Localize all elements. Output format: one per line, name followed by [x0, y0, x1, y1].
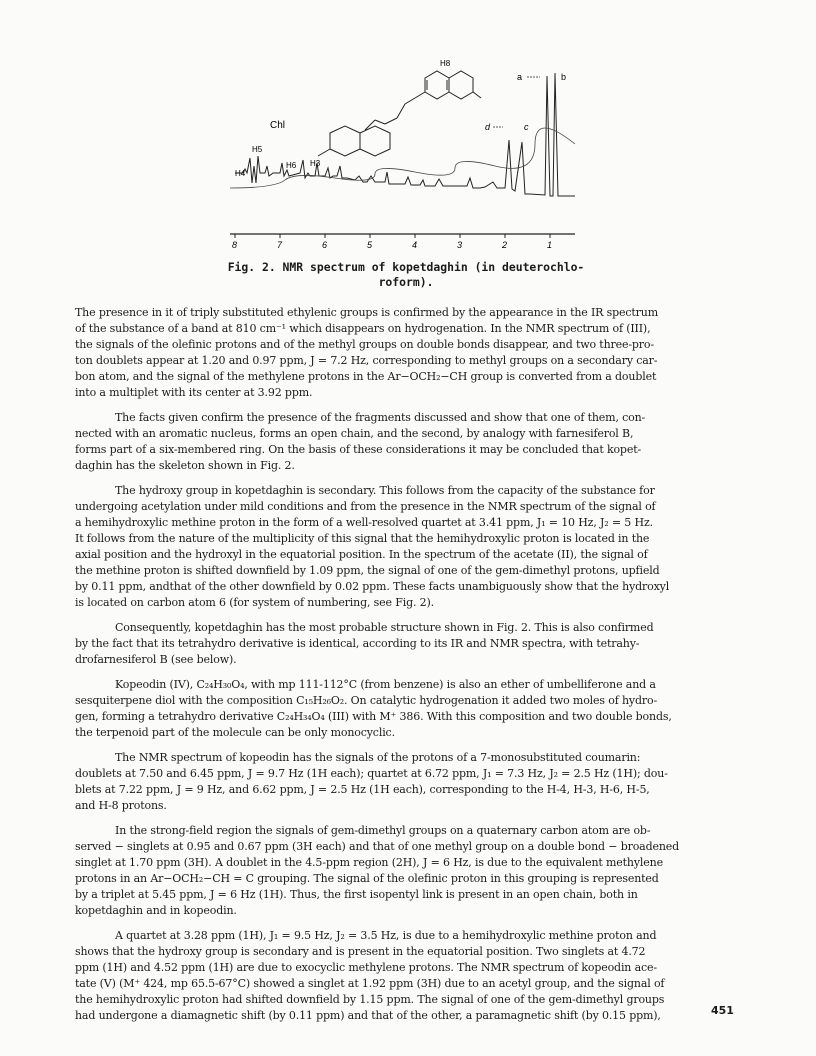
text-line: tate (V) (M⁺ 424, mp 65.5-67°C) showed a singlet at 1.92 ppm (3H) due to an acetyl group, and the signal of [75, 977, 665, 990]
paragraph [75, 410, 737, 474]
text-line: by 0.11 ppm, andthat of the other downfield by 0.02 ppm. These facts unambiguously show that the hydroxyl [75, 580, 670, 593]
label-d: d [485, 122, 491, 132]
text-line: of the substance of a band at 810 cm⁻¹ which disappears on hydrogenation. In the NMR spectrum of (III), [75, 322, 651, 335]
caption-line: roform). [378, 275, 434, 289]
text-line: The hydroxy group in kopetdaghin is secondary. This follows from the capacity of the substance for [115, 484, 655, 497]
text-line: nected with an aromatic nucleus, forms an open chain, and the second, by analogy with farnesiferol B, [75, 427, 634, 440]
text-line: the terpenoid part of the molecule can be only monocyclic. [75, 726, 395, 739]
figure-caption [75, 260, 737, 290]
paragraph [75, 677, 737, 741]
label-b: b [561, 72, 567, 82]
caption-line: Fig. 2. NMR spectrum of kopetdaghin (in deuterochlo- [227, 260, 585, 274]
text-line: The presence in it of triply substituted ethylenic groups is confirmed by the appearance in the IR spectrum [75, 306, 658, 319]
axis-tick-label: 3 [457, 240, 463, 248]
chl-label: Chl [270, 120, 286, 131]
text-line: sesquiterpene diol with the composition C₁₅H₂₆O₂. On catalytic hydrogenation it added two moles of hydro- [75, 694, 658, 707]
text-line: had undergone a diamagnetic shift (by 0.11 ppm) and that of the other, a paramagnetic shift (by 0.15 ppm), [75, 1009, 661, 1022]
text-line: bon atom, and the signal of the methylene protons in the Ar−OCH₂−CH group is converted from a doublet [75, 370, 657, 383]
text-line: forms part of a six-membered ring. On the basis of these considerations it may be concluded that kopet- [75, 443, 642, 456]
text-line: daghin has the skeleton shown in Fig. 2. [75, 459, 295, 472]
axis-tick-label: 7 [277, 240, 283, 248]
text-line: a hemihydroxylic methine proton in the form of a well-resolved quartet at 3.41 ppm, J₁ = 10 Hz, J₂ = 5 Hz. [75, 516, 653, 529]
text-line: undergoing acetylation under mild conditions and from the presence in the NMR spectrum of the signal of [75, 500, 656, 513]
text-line: the methine proton is shifted downfield by 1.09 ppm, the signal of one of the gem-dimethyl protons, upfield [75, 564, 660, 577]
text-line: and H-8 protons. [75, 799, 167, 812]
text-line: drofarnesiferol B (see below). [75, 653, 237, 666]
paragraph [75, 750, 737, 814]
axis-tick-label: 6 [322, 240, 328, 248]
text-line: shows that the hydroxy group is secondary and is present in the equatorial position. Two singlets at 4.72 [75, 945, 646, 958]
text-line: kopetdaghin and in kopeodin. [75, 904, 237, 917]
paragraph [75, 483, 737, 611]
nmr-figure [75, 48, 737, 248]
text-line: blets at 7.22 ppm, J = 9 Hz, and 6.62 ppm, J = 2.5 Hz (1H each), corresponding to the H-4, H-3, H-6, H-5, [75, 783, 650, 796]
label-c: c [524, 122, 529, 132]
structure-diagram [318, 71, 481, 156]
spectrum-trace [235, 73, 575, 196]
text-line: Kopeodin (IV), C₂₄H₃₀O₄, with mp 111-112°C (from benzene) is also an ether of umbelliferone and a [115, 678, 656, 691]
paper-page [75, 48, 737, 1033]
text-line: by the fact that its tetrahydro derivative is identical, according to its IR and NMR spectra, with tetrahy- [75, 637, 640, 650]
text-line: doublets at 7.50 and 6.45 ppm, J = 9.7 Hz (1H each); quartet at 6.72 ppm, J₁ = 7.3 Hz, J₂ = 2.5 Hz (1H); dou- [75, 767, 668, 780]
label-h3: H3 [310, 159, 321, 168]
text-line: by a triplet at 5.45 ppm, J = 6 Hz (1H). Thus, the first isopentyl link is present in an open chain, both in [75, 888, 638, 901]
label-h6: H6 [286, 161, 297, 170]
paragraph [75, 305, 737, 401]
text-line: served − singlets at 0.95 and 0.67 ppm (3H each) and that of one methyl group on a double bond − broadened [75, 840, 680, 853]
axis-tick-label: 2 [502, 240, 508, 248]
text-line: In the strong-field region the signals of gem-dimethyl groups on a quaternary carbon atom are ob- [115, 824, 651, 837]
text-line: A quartet at 3.28 ppm (1H), J₁ = 9.5 Hz, J₂ = 3.5 Hz, is due to a hemihydroxylic methine proton and [115, 929, 657, 942]
text-line: is located on carbon atom 6 (for system of numbering, see Fig. 2). [75, 596, 435, 609]
text-line: the hemihydroxylic proton had shifted downfield by 1.15 ppm. The signal of one of the gem-dimethyl groups [75, 993, 665, 1006]
text-line: It follows from the nature of the multiplicity of this signal that the hemihydroxylic proton is located in the [75, 532, 650, 545]
label-h4: H4 [235, 169, 246, 178]
axis-tick-label: 1 [547, 240, 553, 248]
paragraph [75, 823, 737, 919]
text-line: axial position and the hydroxyl in the equatorial position. In the spectrum of the acetate (II), the signal of [75, 548, 648, 561]
text-line: ppm (1H) and 4.52 ppm (1H) are due to exocyclic methylene protons. The NMR spectrum of kopeodin ace- [75, 961, 657, 974]
axis-tick-label: 5 [367, 240, 373, 248]
text-line: Consequently, kopetdaghin has the most probable structure shown in Fig. 2. This is also confirmed [115, 621, 654, 634]
text-line: singlet at 1.70 ppm (3H). A doublet in the 4.5-ppm region (2H), J = 6 Hz, is due to the equivalent methylene [75, 856, 663, 869]
text-line: The facts given confirm the presence of the fragments discussed and show that one of them, con- [115, 411, 646, 424]
axis-ticks [232, 234, 552, 248]
body-text [75, 305, 737, 1024]
paragraph [75, 928, 737, 1024]
text-line: into a multiplet with its center at 3.92 ppm. [75, 386, 313, 399]
text-line: the signals of the olefinic protons and of the methyl groups on double bonds disappear, and two three-pro- [75, 338, 654, 351]
label-a: a [517, 72, 523, 82]
text-line: The NMR spectrum of kopeodin has the signals of the protons of a 7-monosubstituted coumarin: [115, 751, 641, 764]
nmr-spectrum-plot [75, 48, 737, 248]
text-line: protons in an Ar−OCH₂−CH = C grouping. The signal of the olefinic proton in this grouping is represented [75, 872, 659, 885]
page-number: 451 [711, 1004, 734, 1017]
text-line: ton doublets appear at 1.20 and 0.97 ppm, J = 7.2 Hz, corresponding to methyl groups on a secondary car- [75, 354, 658, 367]
axis-tick-label: 8 [232, 240, 238, 248]
paragraph [75, 620, 737, 668]
label-h5: H5 [252, 145, 263, 154]
axis-tick-label: 4 [412, 240, 418, 248]
text-line: gen, forming a tetrahydro derivative C₂₄H₃₄O₄ (III) with M⁺ 386. With this composition and two double bonds, [75, 710, 672, 723]
label-h8: H8 [440, 59, 451, 68]
